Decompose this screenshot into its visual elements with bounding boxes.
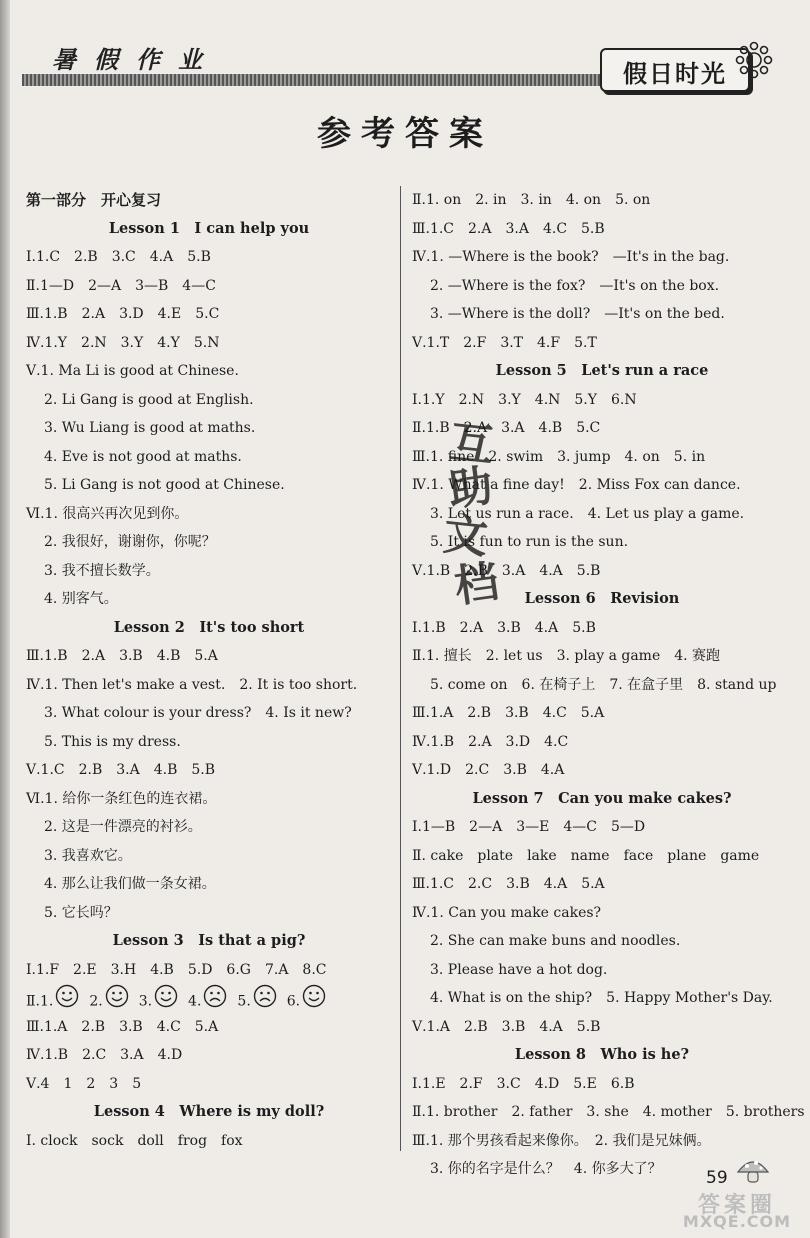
mushroom-icon [736, 1156, 770, 1184]
faces-prefix: Ⅱ. [26, 993, 40, 1010]
answer-line: 5. 它长吗？ [44, 904, 118, 921]
lesson-heading: Lesson 4 Where is my doll? [93, 1103, 325, 1120]
watermark [672, 1188, 802, 1232]
answer-line: Ⅲ.1. 那个男孩看起来像你。 2. 我们是兄妹俩。 [412, 1132, 711, 1149]
answer-line: Ⅰ. clock sock doll frog fox [26, 1132, 243, 1149]
header-band [22, 74, 602, 86]
answer-line: Ⅲ.1.A 2.B 3.B 4.C 5.A [412, 705, 605, 721]
answer-line: 2. 我很好，谢谢你，你呢？ [44, 534, 216, 550]
header-badge-text: 假日时光 [623, 59, 727, 88]
answer-line: Ⅰ.1—B 2—A 3—E 4—C 5—D [412, 819, 646, 835]
header-left-text: 暑假作业 [52, 45, 220, 74]
answer-line: Ⅴ.1.A 2.B 3.B 4.A 5.B [412, 1018, 601, 1035]
handwritten-stamp [430, 408, 520, 613]
right-column [412, 186, 805, 1184]
face-number: 2. [89, 993, 103, 1010]
answer-line: Ⅴ.1.D 2.C 3.B 4.A [412, 762, 565, 778]
section-heading: 第一部分 开心复习 [26, 191, 162, 209]
answer-line: Ⅴ.1.C 2.B 3.A 4.B 5.B [26, 762, 216, 778]
answer-line: 4. Eve is not good at maths. [44, 448, 242, 465]
answer-line: Ⅳ.1. What a fine day! 2. Miss Fox can dance. [412, 477, 741, 493]
answer-line: 5. come on 6. 在椅子上 7. 在盒子里 8. stand up [430, 676, 777, 693]
answer-line: 3. Please have a hot dog. [430, 961, 608, 978]
page-number: 59 [706, 1168, 728, 1188]
book-gutter [0, 0, 10, 1238]
sun-icon [734, 40, 774, 80]
answer-line: 5. This is my dress. [44, 733, 181, 750]
answer-line: 4. What is on the ship? 5. Happy Mother's Day. [430, 990, 773, 1006]
answer-line: 2. Li Gang is good at English. [44, 391, 254, 408]
answer-line: Ⅰ.1.Y 2.N 3.Y 4.N 5.Y 6.N [412, 391, 637, 408]
answer-line: 3. 我喜欢它。 [44, 847, 132, 864]
sad-face-icon [253, 984, 277, 1019]
answer-line: Ⅱ.1. 擅长 2. let us 3. play a game 4. 赛跑 [412, 648, 721, 664]
page-title: 参考答案 [317, 114, 493, 154]
answer-line: Ⅳ.1. —Where is the book? —It's in the bag. [412, 249, 730, 265]
stamp-character: 文 [440, 508, 491, 565]
face-number: 3. [138, 993, 153, 1010]
answer-line: 3. —Where is the doll? —It's on the bed. [430, 306, 725, 322]
answer-line: Ⅴ.4 1 2 3 5 [26, 1075, 142, 1092]
face-number: 1. [39, 993, 54, 1010]
answer-line: Ⅱ.1. on 2. in 3. in 4. on 5. on [412, 192, 651, 208]
header-badge [600, 48, 750, 92]
stamp-character: 助 [445, 460, 496, 517]
answer-line: 2. She can make buns and noodles. [430, 933, 681, 949]
face-number: 6. [286, 993, 301, 1010]
answer-line: 4. 别客气。 [44, 591, 118, 607]
answer-line: Ⅳ.1. Can you make cakes? [412, 904, 602, 921]
lesson-heading: Lesson 6 Revision [524, 590, 680, 607]
answer-line: Ⅰ.1.F 2.E 3.H 4.B 5.D 6.G 7.A 8.C [26, 961, 327, 978]
answer-line: 4. 那么让我们做一条女裙。 [44, 876, 216, 892]
lesson-heading: Lesson 3 Is that a pig? [112, 932, 306, 949]
answer-line: Ⅲ.1.A 2.B 3.B 4.C 5.A [26, 1018, 219, 1035]
answer-line: Ⅰ.1.C 2.B 3.C 4.A 5.B [26, 249, 211, 265]
lesson-heading: Lesson 7 Can you make cakes? [472, 789, 732, 807]
answer-line: Ⅱ.1. brother 2. father 3. she 4. mother 5. brothers [412, 1104, 805, 1120]
answer-line: Ⅳ.1.Y 2.N 3.Y 4.Y 5.N [26, 334, 220, 351]
column-divider [400, 186, 401, 1151]
lesson-heading: Lesson 5 Let's run a race [495, 362, 709, 379]
answer-line: Ⅲ.1.C 2.C 3.B 4.A 5.A [412, 876, 605, 892]
answer-line: Ⅰ.1.E 2.F 3.C 4.D 5.E 6.B [412, 1075, 635, 1092]
answer-line: Ⅱ.1.B 2.A 3.A 4.B 5.C [412, 420, 601, 436]
answer-line: 5. Li Gang is not good at Chinese. [44, 477, 285, 493]
answer-line: 3. Let us run a race. 4. Let us play a game. [430, 505, 745, 522]
face-number: 5. [237, 993, 251, 1010]
answer-line: Ⅲ.1.B 2.A 3.B 4.B 5.A [26, 648, 218, 664]
answer-line: 3. 你的名字是什么？ 4. 你多大了？ [430, 1161, 662, 1177]
answer-line: Ⅲ.1.B 2.A 3.D 4.E 5.C [26, 306, 220, 322]
answer-line: Ⅱ. cake plate lake name face plane game [412, 847, 760, 864]
answer-line: Ⅴ.1.T 2.F 3.T 4.F 5.T [412, 334, 597, 351]
answer-line: 5. It is fun to run is the sun. [430, 534, 629, 550]
face-number: 4. [188, 993, 202, 1010]
answer-line: Ⅳ.1.B 2.C 3.A 4.D [26, 1047, 183, 1063]
left-column [26, 186, 392, 1155]
answer-line: Ⅲ.1.C 2.A 3.A 4.C 5.B [412, 220, 605, 237]
answer-line: Ⅵ.1. 给你一条红色的连衣裙。 [26, 790, 217, 807]
lesson-heading: Lesson 8 Who is he? [514, 1046, 690, 1063]
answer-line: 3. 我不擅长数学。 [44, 562, 160, 579]
answer-line: Ⅴ.1.B 2.B 3.A 4.A 5.B [412, 562, 601, 579]
answer-line: 2. —Where is the fox? —It's on the box. [430, 277, 720, 294]
watermark-en: MXQE.COM [682, 1212, 792, 1231]
answer-line: Ⅳ.1.B 2.A 3.D 4.C [412, 733, 569, 750]
stamp-character: 档 [451, 556, 502, 613]
answer-line: 3. Wu Liang is good at maths. [44, 420, 256, 436]
watermark-cn: 答案圈 [697, 1193, 776, 1218]
answer-line: Ⅵ.1. 很高兴再次见到你。 [26, 505, 189, 522]
stamp-character: 互 [446, 416, 497, 473]
answer-line: 3. What colour is your dress? 4. Is it new? [44, 705, 352, 721]
lesson-heading: Lesson 2 It's too short [113, 618, 305, 636]
page-header [22, 34, 792, 94]
answer-line-faces [26, 984, 392, 1013]
answer-line: Ⅲ.1. fine 2. swim 3. jump 4. on 5. in [412, 448, 706, 465]
answer-line: Ⅴ.1. Ma Li is good at Chinese. [26, 363, 239, 379]
answer-line: Ⅱ.1—D 2—A 3—B 4—C [26, 277, 216, 294]
answer-line: Ⅳ.1. Then let's make a vest. 2. It is too short. [26, 676, 358, 693]
lesson-heading: Lesson 1 I can help you [108, 219, 310, 237]
answer-line: 2. 这是一件漂亮的衬衫。 [44, 819, 202, 835]
answer-line: Ⅰ.1.B 2.A 3.B 4.A 5.B [412, 619, 596, 636]
smiley-face-icon [302, 984, 326, 1019]
